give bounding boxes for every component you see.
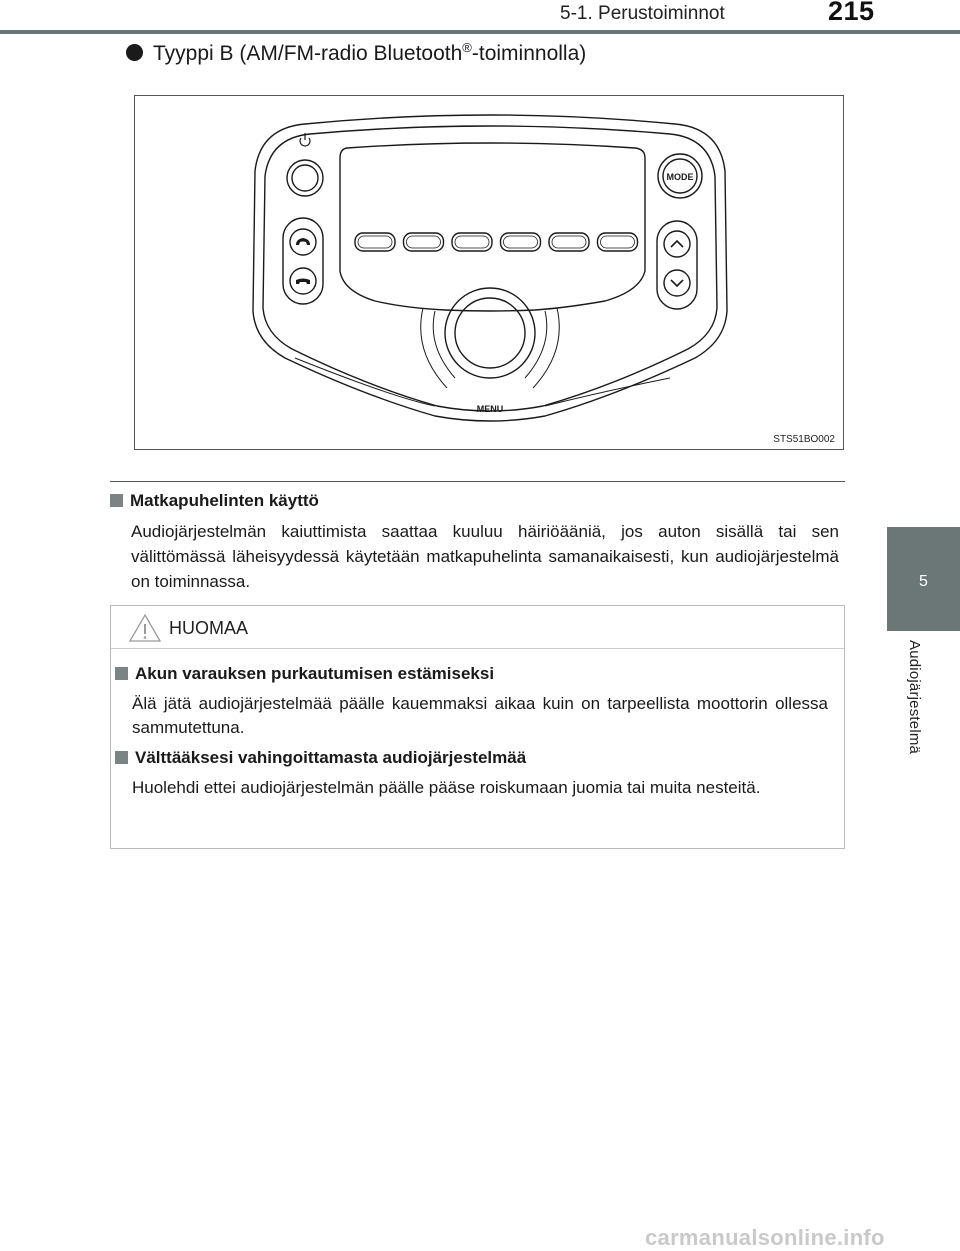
knob-arc-left xyxy=(433,311,455,378)
preset-button-inner xyxy=(601,236,635,248)
section-title-text: Matkapuhelinten käyttö xyxy=(130,491,319,510)
heading-text-after: -toiminnolla) xyxy=(471,42,587,65)
notice-title: HUOMAA xyxy=(169,618,249,638)
square-bullet-icon xyxy=(110,494,123,507)
bottom-accent-line-right xyxy=(545,378,670,406)
page-number: 215 xyxy=(828,0,875,26)
running-header-section: 5-1. Perustoiminnot xyxy=(560,3,725,24)
power-button-inner xyxy=(292,165,318,191)
preset-button-inner xyxy=(455,236,489,248)
phone-buttons-housing xyxy=(283,218,323,304)
chevron-down-icon xyxy=(671,280,683,286)
notice-item-title xyxy=(115,748,526,768)
knob-arc-right xyxy=(525,311,547,378)
notice-item-title-text: Akun varauksen purkautumisen estämiseksi xyxy=(135,664,495,683)
chapter-tab xyxy=(887,527,960,631)
chevron-up-icon xyxy=(671,241,683,247)
preset-button-inner xyxy=(504,236,538,248)
display-panel xyxy=(340,143,645,311)
notice-item-body: Huolehdi ettei audiojärjestelmän päälle pääse roiskumaan juomia tai muita nesteitä. xyxy=(132,778,761,797)
notice-box xyxy=(110,605,845,849)
notice-item-title xyxy=(115,664,494,684)
chapter-number: 5 xyxy=(919,573,928,590)
header-rule xyxy=(0,30,960,34)
preset-button-inner xyxy=(407,236,441,248)
heading-text-before: Tyyppi B (AM/FM-radio Bluetooth xyxy=(153,42,463,65)
square-bullet-icon xyxy=(115,751,128,764)
outer-bezel xyxy=(253,115,727,421)
menu-knob-inner xyxy=(455,298,525,368)
chapter-title: Audiojärjestelmä xyxy=(906,640,923,755)
square-bullet-icon xyxy=(115,667,128,680)
menu-knob-outer xyxy=(445,288,535,378)
preset-button-inner xyxy=(552,236,586,248)
audio-unit-figure xyxy=(134,95,844,450)
phone-hangup-icon xyxy=(296,279,310,285)
figure-code: STS51BO002 xyxy=(773,434,835,445)
audio-unit-illustration xyxy=(135,96,845,451)
section-divider xyxy=(110,481,845,482)
preset-button-inner xyxy=(358,236,392,248)
phone-icons xyxy=(296,238,310,284)
menu-label: MENU xyxy=(476,404,504,414)
mode-label: MODE xyxy=(666,172,694,182)
bullet-dot-icon xyxy=(126,44,143,61)
section-title xyxy=(110,491,319,511)
notice-item-title-text: Välttääksesi vahingoittamasta audiojärjestelmää xyxy=(135,748,527,767)
seek-up-button xyxy=(664,231,690,257)
watermark: carmanualsonline.info xyxy=(645,1225,885,1250)
section-body: Audiojärjestelmän kaiuttimista saattaa kuuluu häiriöääniä, jos auton sisällä tai sen välittömässä läheisyydessä käytetään matkapuhelinta samanaikaisesti, kun audiojärjestelmä on toiminnassa. xyxy=(131,522,839,591)
figure-heading xyxy=(126,40,586,66)
warning-triangle-icon xyxy=(128,613,162,643)
heading-superscript: ® xyxy=(462,40,472,55)
phone-pickup-button xyxy=(290,229,316,255)
phone-pickup-icon xyxy=(296,238,310,245)
notice-header-rule xyxy=(111,648,844,649)
seek-down-button xyxy=(664,270,690,296)
notice-item-body: Älä jätä audiojärjestelmää päälle kauemmaksi aikaa kuin on tarpeellista moottorin ollessa sammutettuna. xyxy=(132,694,828,737)
